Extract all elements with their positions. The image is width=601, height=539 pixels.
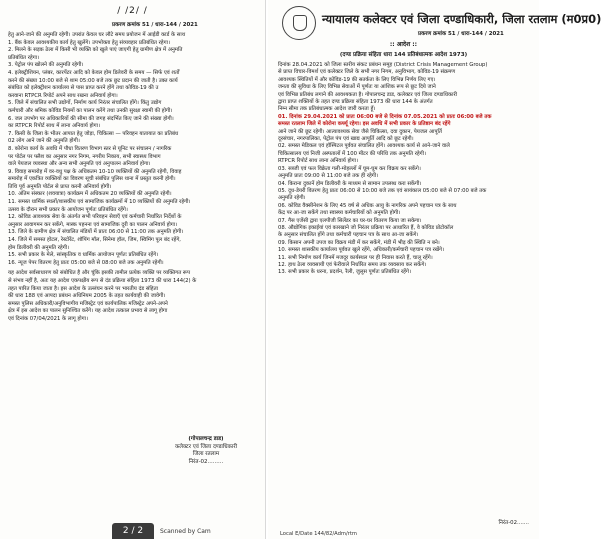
- text-line: 4. इलेक्ट्रीशियन, प्लंबर, कारपेंटर आदि को केवल होम डिलेवरी के समय — सिर्फ एवं शर्तों: [8, 69, 180, 76]
- document-page-left: [0, 0, 266, 539]
- page-tab-indicator[interactable]: 2 / 2: [112, 523, 154, 539]
- text-line: 12. कोविड आवश्यक सेवा के अंतर्गत सभी परिवहन सेवाएँ एवं कर्मचारी निर्धारित निर्देशों के: [8, 214, 182, 221]
- text-line: की धारा 188 एवं आपदा प्रबंधन अधिनियम 2005 के तहत कार्यवाही की जावेगी।: [8, 293, 166, 300]
- text-line: एवं विभिन्न प्रतिबंध लगाने की आवश्यकता है। गोपालचन्द्र डाड, कलेक्टर एवं जिला दण्डाधिकारी: [278, 91, 458, 98]
- page-number: / /2/ /: [117, 6, 148, 16]
- text-line: संबंधित को इलेक्ट्रीशन कार्यालय से पास प्राप्त करने होंगे तथा कोविड-19 की उ: [8, 85, 159, 92]
- text-line: उत्सव के दौरान सभी प्रकार के आयोजन पूर्णतः प्रतिबंधित रहेंगे।: [8, 206, 128, 213]
- text-line: समारोह में एकत्रित व्यक्तियों का विवरण सूची संबंधित पुलिस थाना में प्रस्तुत करनी होगी।: [8, 176, 176, 183]
- order-subheading: (दण्ड प्रक्रिया संहिता धारा 144 प्रतिबंधात्मक आदेश 1973): [339, 52, 468, 58]
- text-line: 10. अंतिम संस्कार (शवयात्रा) कार्यक्रम में अधिकतम 20 व्यक्तियों की अनुमति रहेगी।: [8, 191, 172, 198]
- text-line: 9. विवाह समारोह में वर-वधु पक्ष के अधिकतम 10-10 व्यक्तियों की अनुमति रहेगी, विवाह: [8, 168, 182, 175]
- text-line: 02. समस्त मेडिकल एवं हॉस्पिटल पूर्ववत संचालित होंगे। आवश्यक कार्य से आने-जाने वाले: [278, 143, 450, 150]
- text-line: 05. दूध-डेयरी वितरण हेतु प्रातः 06:00 से 10:00 बजे तक एवं सायंकाल 05:00 बजे से 07:00 बजे तक: [278, 187, 487, 194]
- text-line: RTPCR रिपोर्ट साथ लाना अनिवार्य होगा।: [278, 158, 359, 165]
- text-line: जनता की सुविधा के लिए विभिन्न सेवाओं में पूर्णतः या आंशिक रूप से छूट दिये जाने: [278, 84, 436, 91]
- text-line: हेतु आने-जाने की अनुमति रहेगी। उपरांत केवल घर लौटे समय प्रयोजन में आईडी कार्ड के साथ: [8, 32, 186, 38]
- office-title: न्यायालय कलेक्टर एवं जिला दण्डाधिकारी, जिला रतलाम (म0प्र0): [322, 12, 601, 26]
- endorsement-line: निरंत-02.........: [188, 458, 224, 465]
- endorsement-line: निरंत-02.......: [498, 520, 529, 526]
- text-line: 6. जल उपभोग पर अधिकारियों की सीमा की जगह संदर्भित किए जाने की संख्या होगी।: [8, 115, 174, 122]
- case-reference: प्रकरण क्रमांक 51 / धारा-144 / 2021: [112, 22, 198, 28]
- text-line: निम्न सीमा तक प्रतिबंधात्मक आदेश जारी करता हूँ।: [278, 106, 376, 113]
- text-line: केंद्र पर आ-जा सकेंगे तथा स्वास्थ्य कर्मचारियों को अनुमति होगी।: [278, 210, 401, 217]
- text-line: अनुसार आवागमन कर सकेंगे, मास्क पहनना एवं सामाजिक दूरी का पालन अनिवार्य होगा।: [8, 221, 178, 228]
- text-line: अनुमति प्रातः 09:00 से 11:00 बजे तक ही रहेगी।: [278, 173, 379, 180]
- text-line: 06. कोविड वैक्सीनेशन के लिए 45 वर्ष से अधिक आयु के नागरिक अपने पहचान पत्र के साथ: [278, 202, 457, 209]
- text-line: 11. समस्त धार्मिक स्थलों/शासकीय एवं सामाजिक कार्यक्रमों में 10 व्यक्तियों की अनुमति रहेगी।: [8, 199, 191, 206]
- text-line: 11. सभी निर्माण कार्य जिनमें मजदूर कार्यस्थल पर ही निवास करते हैं, चालू रहेंगे।: [278, 254, 433, 261]
- text-line: तिथि पूर्व अनुमति पोर्टल से प्राप्त करनी अनिवार्य होगी।: [8, 183, 112, 190]
- text-line: प्रतिबंधित रहेगा।: [8, 54, 40, 61]
- text-line: द्वारा प्राप्त शक्तियों के तहत दण्ड प्रक्रिया संहिता 1973 की धारा 144 के अंतर्गत: [278, 99, 433, 106]
- text-line: 1. बैंक केवल आवश्यकीय कार्य हेतु खुलेंगे। उपभोक्ता हेतु संव्यवहार प्रतिबंधित रहेगा।: [8, 39, 170, 46]
- text-line: यह आदेश सर्वसाधारण को संबोधित है और चूंकि इसकी तामील प्रत्येक व्यक्ति पर व्यक्तिगत रूप: [8, 270, 191, 277]
- text-line: दूरसंचार, नगरपालिका, पेट्रोल पंप एवं खाद्य आपूर्ति आदि को छूट रहेगी।: [278, 136, 414, 143]
- text-line: समस्त पुलिस अधिकारी/अनुविभागीय मजिस्ट्रेट एवं कार्यपालिक मजिस्ट्रेट अपने-अपने: [8, 300, 168, 307]
- document-page-right: [268, 0, 601, 539]
- text-line: से प्राप्त विचार-विमर्श एवं कलेक्टर जिले के सभी नगर निगम, अनुविभाग, कोविड-19 संक्रमण: [278, 69, 456, 76]
- text-line: 12. हाथ ठेला व्यवसायी एवं फेरीवाले निर्धारित समय तक व्यवसाय कर सकेंगे।: [278, 261, 427, 268]
- order-heading: :: आदेश ::: [389, 41, 418, 48]
- text-line: कर्मचारी और श्रमिक कोविड नियमों का पालन करेंगे तथा उनकी सुरक्षा स्वामी की होगी।: [8, 107, 173, 114]
- text-line: वाले पेयजल व्यवस्था और अन्य सभी अनुमति एवं अनुपालन अनिवार्य होगा।: [8, 161, 151, 168]
- text-line: 10. समस्त शासकीय कार्यालय पूर्ववत खुले रहेंगे, अधिकारी/कर्मचारी पहचान पत्र रखेंगे।: [278, 247, 445, 254]
- text-line: 16. न्यूज पेपर वितरण हेतु प्रातः 05:00 बजे से 08:00 बजे तक अनुमति रहेगी।: [8, 259, 164, 266]
- text-line: 14. जिले में समस्त होटल, रेस्टोरेंट, शॉपिंग मॉल, सिनेमा हॉल, जिम, स्विमिंग पूल बंद रहेंगे,: [8, 237, 181, 244]
- text-line: 01. दिनांक 29.04.2021 को प्रातः 06:00 बजे से दिनांक 07.05.2021 को प्रातः 06:00 बजे तक: [278, 113, 492, 120]
- text-line: 04. किराना दुकानें होम डिलीवरी के माध्यम से सामान उपलब्ध करा सकेंगी।: [278, 180, 422, 187]
- case-reference: प्रकरण क्रमांक 51 / धारा-144 / 2021: [418, 31, 504, 37]
- text-line: चिकित्सालय एवं निजी अस्पतालों में 100 मीटर की परिधि तक अनुमति रहेगी।: [278, 150, 427, 157]
- text-line: से संभव नहीं है, अतः यह आदेश एकपक्षीय रूप से दंड प्रक्रिया संहिता 1973 की धारा 144(2) के: [8, 278, 197, 284]
- text-line: आवश्यक स्थितियों में और कोविड-19 की सतर्कता के लिए विभिन्न निर्णय लिए गए।: [278, 76, 436, 83]
- text-line: करवाना RTPCR रिपोर्ट अपने साथ रखना अनिवार्य होगा।: [8, 92, 118, 99]
- text-line: करने की संख्या 10:00 बजे से शाम 05:00 बजे तक छूट प्रदान की जाती है। उक्त कार्य: [8, 77, 178, 84]
- text-line: आने जाने की छूट रहेगी। आत्यावश्यक सेवा जैसे चिकित्सा, दवा दुकान, पेयजल आपूर्ति: [278, 128, 442, 135]
- order-body: [278, 62, 533, 277]
- footer-text: Local E/Date 144/82/Adm/rtm: [280, 531, 357, 537]
- text-line: दिनांक 28.04.2021 को जिला स्तरीय संकट प्रबंधन समूह (District Crisis Management Group): [278, 62, 488, 68]
- signatory-designation: कलेक्टर एवं जिला दण्डाधिकारी: [174, 443, 237, 450]
- text-line: 13. सभी प्रकार के धरना, प्रदर्शन, रैली, जुलूस पूर्णतः प्रतिबंधित रहेंगे।: [278, 269, 411, 276]
- text-line: क्षेत्र में इस आदेश का पालन सुनिश्चित करेंगे। यह आदेश तत्काल प्रभाव से लागू होगा: [8, 308, 168, 315]
- text-line: एवं दिनांक 07/04/2021 के लागू होगा।: [8, 315, 88, 322]
- text-line: 15. सभी प्रकार के मेले, सांस्कृतिक व धार्मिक आयोजन पूर्णतः प्रतिबंधित रहेंगे।: [8, 252, 159, 259]
- text-line: 5. जिले में संचालित सभी उद्योगों, निर्माण कार्य निरंतर संचालित होंगे। किंतु उद्योग: [8, 100, 162, 107]
- text-line: पर पोर्टल पर फ्लैश का अनुसार नगर निगम, नगरीय निकाय, सभी स्वास्थ्य विभाग: [8, 153, 161, 160]
- text-line: 02 लोग आने जाने की अनुमति होगी।: [8, 138, 80, 145]
- text-line: 09. किसान अपनी उपज का विक्रय मंडी में कर सकेंगे, मंडी में भीड़ की स्थिति न बने।: [278, 239, 440, 246]
- text-line: होम डिलीवरी की अनुमति रहेगी।: [8, 244, 70, 251]
- text-line: अनुमति रहेगी।: [278, 195, 306, 202]
- text-line: के अनुसार संचालित होंगे तथा कर्मचारी पहचान पत्र के साथ आ-जा सकेंगे।: [278, 232, 419, 239]
- text-line: 13. जिले के ग्रामीण क्षेत्र में संचालित मंडियों में प्रातः 06:00 से 11:00 तक अनुमति होगी।: [8, 229, 184, 236]
- text-line: तहत पारित किया जाता है। इस आदेश के उल्लंघन करने पर भारतीय दंड संहिता: [8, 285, 158, 292]
- text-line: 03. सब्जी एवं फल विक्रेता गली-मोहल्लों में घूम-घूम कर विक्रय कर सकेंगे।: [278, 165, 421, 172]
- scanner-watermark: Scanned by Cam: [160, 528, 211, 535]
- signature-block: [150, 436, 262, 466]
- text-line: 2. मिलने के सड़क ठेला में किसी भी व्यक्ति को खुले पाएं जाएगी हेतु ग्रामीण क्षेत्र में अनुमति: [8, 47, 183, 54]
- government-emblem-icon: [282, 6, 316, 40]
- order-clauses: [8, 32, 259, 324]
- text-line: 07. गैस एजेंसी द्वारा एलपीजी सिलेंडर का घर-घर वितरण किया जा सकेगा।: [278, 217, 422, 224]
- text-line: 3. पेट्रोल पंप खोलने की अनुमति रहेगी।: [8, 62, 84, 69]
- text-line: समस्त रतलाम जिले में कोरोना कर्फ्यू रहेगा। इस अवधि में सभी प्रकार के प्रतिष्ठान बंद रहेंगे: [278, 121, 451, 128]
- signatory-name: (गोपालचन्द्र डाड): [188, 436, 224, 442]
- signatory-district: जिला रतलाम: [192, 451, 220, 458]
- text-line: 8. कोरोना कार्य के अवधि में पौधा वितरण विभाग स्तर से यूनिट पर संचालन / नागरिक: [8, 145, 172, 152]
- text-line: का RTPCR रिपोर्ट साथ में लाना अनिवार्य होगा।: [8, 123, 100, 130]
- text-line: 7. किसी के जिला के भीतर आपात हेतु जोड़ा, चिकित्सा — परिवहन यातायात का प्रतिबंध: [8, 130, 179, 137]
- text-line: 08. औद्योगिक इकाईयां एवं कारखाने जो निरंतर प्रक्रिया पर आधारित हैं, वे कोविड प्रोटोकॉल: [278, 224, 454, 231]
